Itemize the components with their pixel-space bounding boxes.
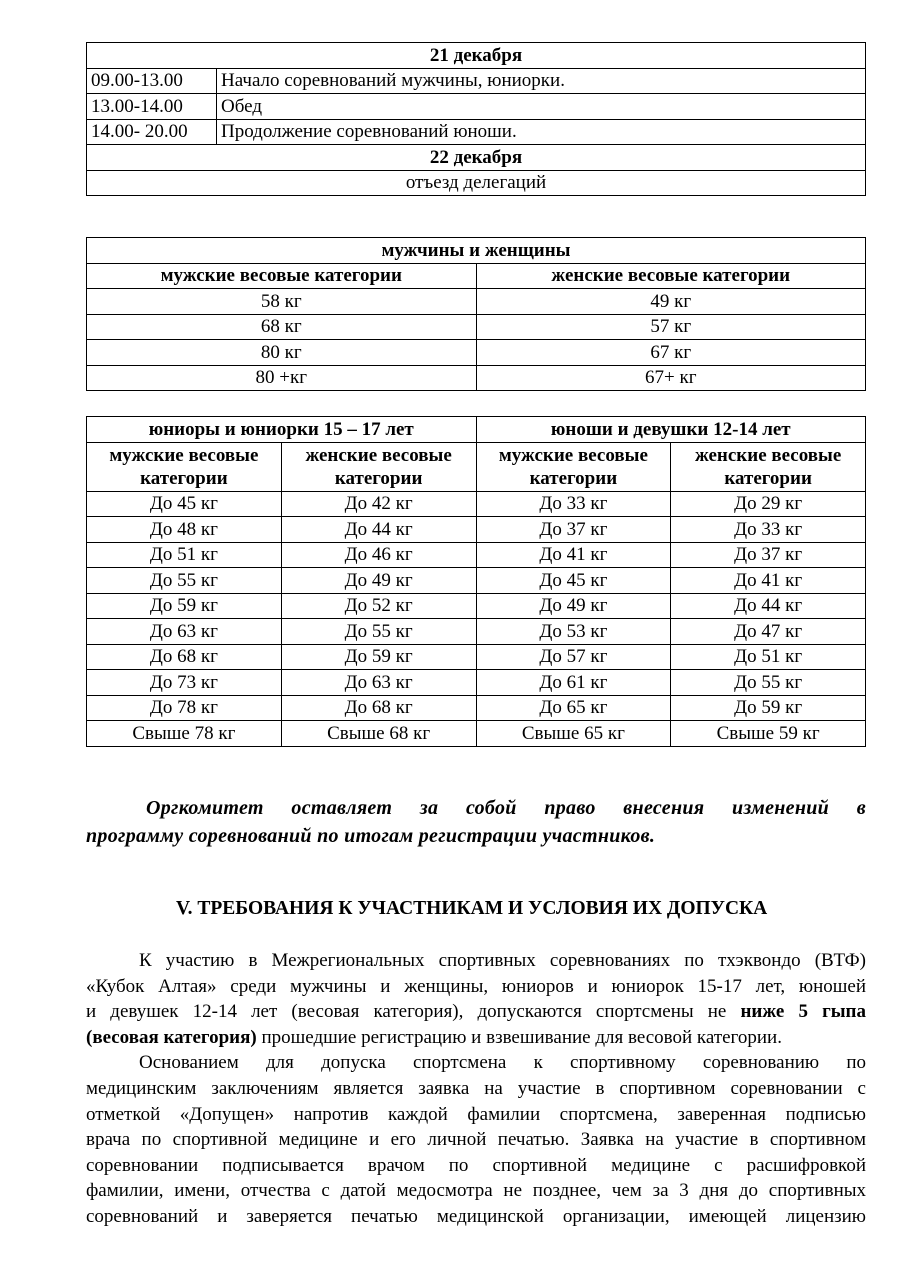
adult-weight-categories-table bbox=[86, 237, 866, 391]
text: отметкой «Допущен» напротив каждой фамилии спортсмена, заверенная подписью bbox=[86, 1103, 866, 1125]
table-cell: До 44 кг bbox=[281, 517, 476, 543]
table-cell: До 33 кг bbox=[476, 491, 671, 517]
table-cell: До 63 кг bbox=[281, 670, 476, 696]
table-cell: 57 кг bbox=[476, 314, 866, 340]
column-header: женские весовые категории bbox=[671, 442, 866, 491]
table-cell: 68 кг bbox=[87, 314, 477, 340]
table-cell: До 61 кг bbox=[476, 670, 671, 696]
table-cell: До 51 кг bbox=[671, 644, 866, 670]
column-header: женские весовые категории bbox=[476, 263, 866, 289]
text: фамилии, имени, отчества с датой медосмотра не позднее, чем за 3 дня до спортивных bbox=[86, 1180, 866, 1202]
table-row bbox=[87, 491, 866, 517]
text: врача по спортивной медицине и его личной печатью. Заявка на участие в спортивном bbox=[86, 1129, 866, 1151]
table-row bbox=[87, 517, 866, 543]
table-row bbox=[87, 542, 866, 568]
table-cell: До 59 кг bbox=[671, 695, 866, 721]
paragraph-line bbox=[86, 1050, 866, 1076]
schedule-row bbox=[87, 94, 866, 120]
table-row bbox=[87, 314, 866, 340]
table-cell: Свыше 78 кг bbox=[87, 721, 282, 747]
date-row bbox=[87, 145, 866, 171]
event-cell: отъезд делегаций bbox=[87, 170, 866, 196]
table-cell: 80 +кг bbox=[87, 365, 477, 391]
header-row bbox=[87, 442, 866, 491]
section-body bbox=[86, 948, 866, 1230]
column-header: мужские весовые категории bbox=[87, 442, 282, 491]
text: соревнований и заверяется печатью медицинской организации, имеющей лицензию bbox=[86, 1205, 866, 1227]
group-header: юноши и девушки 12-14 лет bbox=[476, 417, 866, 443]
bold-text: (весовая категория) bbox=[86, 1026, 257, 1048]
table-cell: До 68 кг bbox=[281, 695, 476, 721]
time-cell: 13.00-14.00 bbox=[87, 94, 217, 120]
table-row bbox=[87, 289, 866, 315]
text: медицинским заключениям является заявка на участие в спортивном соревновании с bbox=[86, 1077, 866, 1099]
table-cell: До 37 кг bbox=[671, 542, 866, 568]
paragraph-line bbox=[86, 999, 866, 1025]
table-cell: 49 кг bbox=[476, 289, 866, 315]
column-header: мужские весовые категории bbox=[87, 263, 477, 289]
group-row bbox=[87, 417, 866, 443]
table-cell: Свыше 68 кг bbox=[281, 721, 476, 747]
table-cell: Свыше 59 кг bbox=[671, 721, 866, 747]
table-cell: Свыше 65 кг bbox=[476, 721, 671, 747]
table-row bbox=[87, 721, 866, 747]
text: соревновании подписывается врачом по спортивной медицине с расшифровкой bbox=[86, 1154, 866, 1176]
table-cell: До 45 кг bbox=[476, 568, 671, 594]
table-row bbox=[87, 365, 866, 391]
schedule-table bbox=[86, 42, 866, 196]
table-cell: До 51 кг bbox=[87, 542, 282, 568]
text: К участию в Межрегиональных спортивных соревнованиях по тхэквондо (ВТФ) bbox=[139, 950, 866, 971]
table-cell: До 49 кг bbox=[476, 593, 671, 619]
table-cell: До 41 кг bbox=[671, 568, 866, 594]
date-header: 22 декабря bbox=[87, 145, 866, 171]
text: прошедшие регистрацию и взвешивание для весовой категории. bbox=[256, 1026, 782, 1048]
table-cell: До 52 кг bbox=[281, 593, 476, 619]
table-cell: До 45 кг bbox=[87, 491, 282, 517]
table-row bbox=[87, 619, 866, 645]
paragraph-line bbox=[86, 1025, 866, 1051]
table-cell: До 41 кг bbox=[476, 542, 671, 568]
text: «Кубок Алтая» среди мужчины и женщины, юниоров и юниорок 15-17 лет, юношей bbox=[86, 975, 866, 997]
text: Основанием для допуска спортсмена к спортивному соревнованию по bbox=[139, 1052, 866, 1074]
table-cell: До 78 кг bbox=[87, 695, 282, 721]
paragraph-line bbox=[86, 1178, 866, 1204]
table-cell: 80 кг bbox=[87, 340, 477, 366]
table-cell: 67+ кг bbox=[476, 365, 866, 391]
time-cell: 14.00- 20.00 bbox=[87, 119, 217, 145]
section-heading: V. ТРЕБОВАНИЯ К УЧАСТНИКАМ И УСЛОВИЯ ИХ ДОПУСКА bbox=[176, 898, 768, 919]
table-row bbox=[87, 644, 866, 670]
date-header: 21 декабря bbox=[87, 43, 866, 69]
title-row bbox=[87, 238, 866, 264]
paragraph-line bbox=[86, 948, 866, 974]
header-row bbox=[87, 263, 866, 289]
table-cell: До 57 кг bbox=[476, 644, 671, 670]
table-cell: До 65 кг bbox=[476, 695, 671, 721]
table-cell: До 37 кг bbox=[476, 517, 671, 543]
table-cell: До 29 кг bbox=[671, 491, 866, 517]
table-cell: До 73 кг bbox=[87, 670, 282, 696]
table-cell: До 46 кг bbox=[281, 542, 476, 568]
youth-weight-categories-table bbox=[86, 416, 866, 747]
date-row bbox=[87, 43, 866, 69]
table-cell: 67 кг bbox=[476, 340, 866, 366]
table-cell: До 42 кг bbox=[281, 491, 476, 517]
table-cell: До 55 кг bbox=[281, 619, 476, 645]
paragraph-line bbox=[86, 974, 866, 1000]
table-row bbox=[87, 568, 866, 594]
paragraph-line bbox=[86, 1127, 866, 1153]
group-header: юниоры и юниорки 15 – 17 лет bbox=[87, 417, 477, 443]
paragraph-line bbox=[86, 1204, 866, 1230]
organizing-committee-note bbox=[86, 794, 866, 850]
schedule-row bbox=[87, 68, 866, 94]
event-cell: Обед bbox=[217, 94, 866, 120]
note-line: Оргкомитет оставляет за собой право внесения изменений в bbox=[146, 797, 866, 819]
table-cell: До 47 кг bbox=[671, 619, 866, 645]
table-cell: До 33 кг bbox=[671, 517, 866, 543]
table-cell: До 49 кг bbox=[281, 568, 476, 594]
table-row bbox=[87, 340, 866, 366]
note-line: программу соревнований по итогам регистрации участников. bbox=[86, 825, 656, 847]
table-cell: До 68 кг bbox=[87, 644, 282, 670]
paragraph-line bbox=[86, 1076, 866, 1102]
event-cell: Продолжение соревнований юноши. bbox=[217, 119, 866, 145]
column-header: женские весовые категории bbox=[281, 442, 476, 491]
column-header: мужские весовые категории bbox=[476, 442, 671, 491]
time-cell: 09.00-13.00 bbox=[87, 68, 217, 94]
table-row bbox=[87, 670, 866, 696]
event-cell: Начало соревнований мужчины, юниорки. bbox=[217, 68, 866, 94]
table-row bbox=[87, 695, 866, 721]
schedule-row bbox=[87, 119, 866, 145]
schedule-row bbox=[87, 170, 866, 196]
table-cell: До 44 кг bbox=[671, 593, 866, 619]
table-row bbox=[87, 593, 866, 619]
paragraph-line bbox=[86, 1102, 866, 1128]
table-cell: До 59 кг bbox=[87, 593, 282, 619]
bold-text: ниже 5 гыпа bbox=[740, 1001, 866, 1023]
table-title: мужчины и женщины bbox=[87, 238, 866, 264]
table-cell: До 48 кг bbox=[87, 517, 282, 543]
table-cell: До 55 кг bbox=[671, 670, 866, 696]
table-cell: До 63 кг bbox=[87, 619, 282, 645]
table-cell: До 59 кг bbox=[281, 644, 476, 670]
table-cell: До 53 кг bbox=[476, 619, 671, 645]
table-cell: До 55 кг bbox=[87, 568, 282, 594]
text: и девушек 12-14 лет (весовая категория), допускаются спортсмены не bbox=[86, 1001, 741, 1023]
table-cell: 58 кг bbox=[87, 289, 477, 315]
paragraph-line bbox=[86, 1153, 866, 1179]
